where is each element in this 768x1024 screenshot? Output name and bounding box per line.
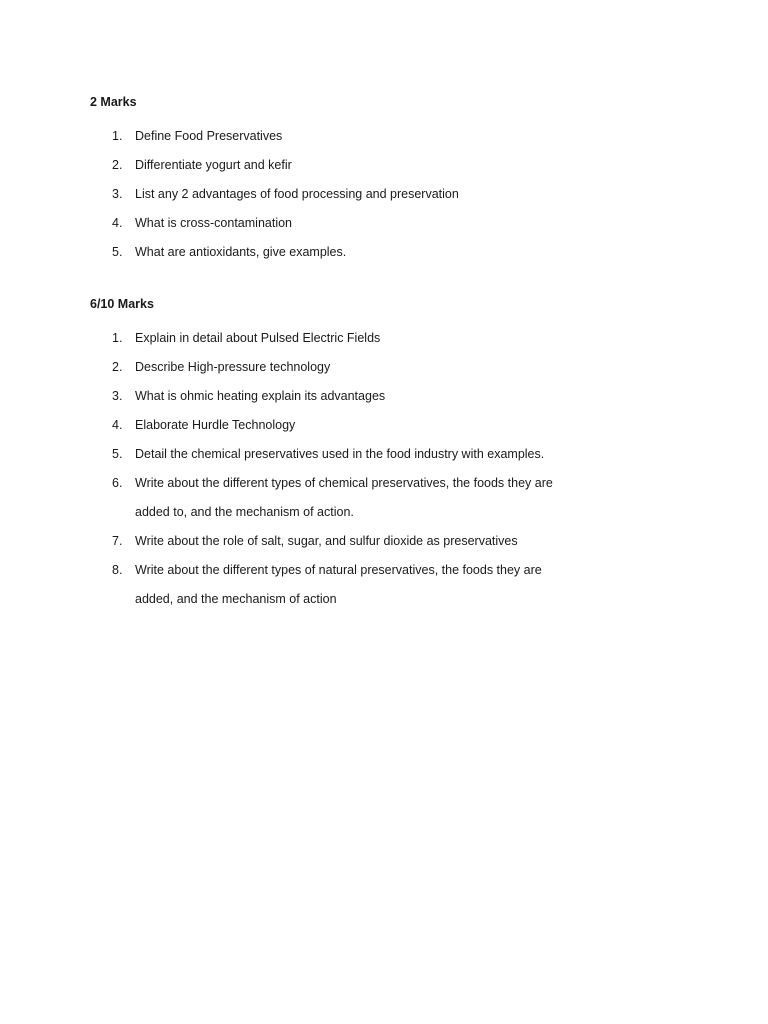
question-number: 5. [112,245,123,259]
question-item [90,411,690,440]
question-item [90,122,690,151]
question-text: Differentiate yogurt and kefir [135,158,292,172]
question-number: 8. [112,563,123,577]
question-text: Elaborate Hurdle Technology [135,418,296,432]
question-item [90,556,690,614]
question-item [90,209,690,238]
section-2-marks [90,93,690,267]
question-text: List any 2 advantages of food processing and preservation [135,187,459,201]
question-text: Detail the chemical preservatives used in the food industry with examples. [135,447,545,461]
question-list [90,122,690,267]
question-text: Describe High-pressure technology [135,360,331,374]
section-heading: 2 Marks [90,95,137,109]
question-text: Write about the role of salt, sugar, and sulfur dioxide as preservatives [135,534,518,548]
question-item [90,527,690,556]
question-text: Write about the different types of natural preservatives, the foods they are added, and the mechanism of action [135,563,542,606]
question-number: 4. [112,418,123,432]
question-number: 6. [112,476,123,490]
section-heading: 6/10 Marks [90,297,154,311]
question-number: 1. [112,331,123,345]
question-number: 3. [112,389,123,403]
question-number: 7. [112,534,123,548]
question-item [90,324,690,353]
question-text: What is cross-contamination [135,216,293,230]
question-item [90,353,690,382]
question-text: Write about the different types of chemical preservatives, the foods they are added to, and the mechanism of action. [135,476,553,519]
question-list [90,324,690,614]
question-number: 5. [112,447,123,461]
question-item [90,180,690,209]
question-text: Define Food Preservatives [135,129,283,143]
question-number: 3. [112,187,123,201]
question-number: 2. [112,158,123,172]
question-item [90,469,690,527]
question-text: What are antioxidants, give examples. [135,245,347,259]
question-text: What is ohmic heating explain its advantages [135,389,386,403]
question-item [90,440,690,469]
question-number: 1. [112,129,123,143]
question-text: Explain in detail about Pulsed Electric Fields [135,331,381,345]
question-number: 4. [112,216,123,230]
question-item [90,151,690,180]
section-6-10-marks [90,295,690,614]
question-item [90,238,690,267]
question-number: 2. [112,360,123,374]
question-item [90,382,690,411]
